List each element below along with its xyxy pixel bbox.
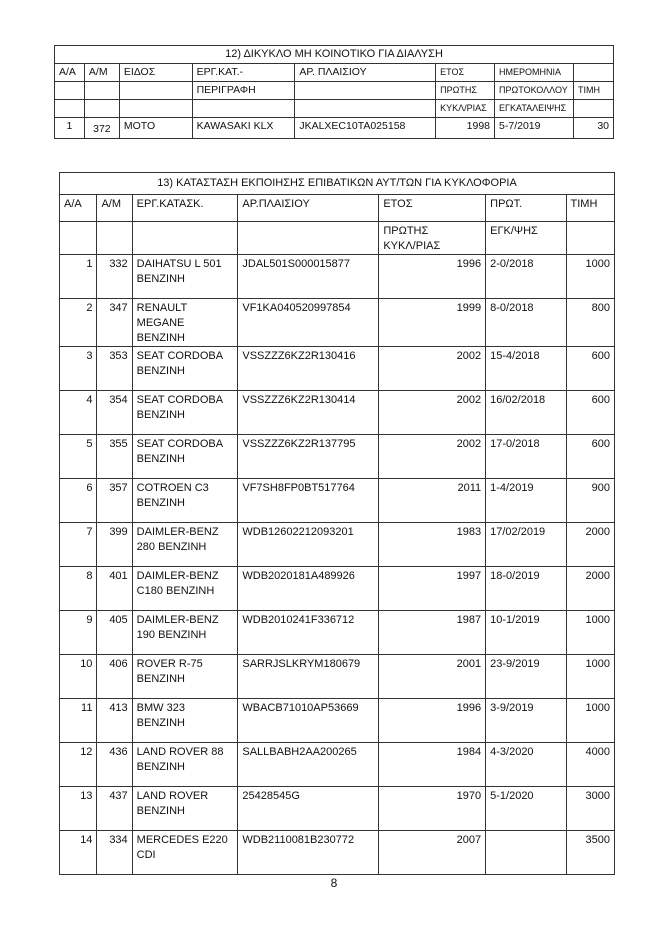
cell-aa: 11 <box>60 699 97 743</box>
cell-etos: 1987 <box>379 611 486 655</box>
cell-aa: 4 <box>60 391 97 435</box>
cell-plaisio: VSSZZZ6KZ2R137795 <box>238 435 379 479</box>
cell-timi: 3500 <box>566 831 615 875</box>
motorcycle-table <box>54 45 614 139</box>
header-erg: ΕΡΓ.ΚΑΤΑΣΚ. <box>132 195 238 222</box>
cell-etos: 1996 <box>379 255 486 299</box>
table-row <box>60 435 615 479</box>
cell-prot: 17-0/2018 <box>486 435 566 479</box>
cell-etos: 1970 <box>379 787 486 831</box>
cell-aa: 6 <box>60 479 97 523</box>
cell-prot: 18-0/2019 <box>486 567 566 611</box>
cell-timi: 1000 <box>566 655 615 699</box>
header-aa: Α/Α <box>55 64 85 82</box>
page-number: 8 <box>330 876 338 890</box>
header-am: Α/Μ <box>97 195 132 222</box>
cell-prot: 1-4/2019 <box>486 479 566 523</box>
table-row <box>60 787 615 831</box>
table-row <box>60 611 615 655</box>
cell-timi: 600 <box>566 391 615 435</box>
cell-am: 353 <box>97 347 132 391</box>
header-etos: ΕΤΟΣ <box>436 64 495 82</box>
cell-timi: 800 <box>566 299 615 347</box>
cell-prot: 15-4/2018 <box>486 347 566 391</box>
cell-erg: ROVER R-75 BENZINH <box>132 655 238 699</box>
cell-am: 413 <box>97 699 132 743</box>
cell-etos: 1997 <box>379 567 486 611</box>
cell-aa: 12 <box>60 743 97 787</box>
cell-erg: DAIMLER-BENZ 280 BENZINH <box>132 523 238 567</box>
table-title: 13) ΚΑΤΑΣΤΑΣΗ ΕΚΠΟΙΗΣΗΣ ΕΠΙΒΑΤΙΚΩΝ ΑΥΤ/ΤΩΝ ΓΙΑ ΚΥΚΛΟΦΟΡΙΑ <box>60 173 615 195</box>
cell-erg: LAND ROVER 88 BENZINH <box>132 743 238 787</box>
cell-prot: 16/02/2018 <box>486 391 566 435</box>
cell-aa: 10 <box>60 655 97 699</box>
cell-plaisio: WDB2020181A489926 <box>238 567 379 611</box>
cell-aa: 5 <box>60 435 97 479</box>
table-row <box>60 347 615 391</box>
header-prot: ΠΡΩΤ. <box>486 195 566 222</box>
cell-erg: SEAT CORDOBA BENZINH <box>132 347 238 391</box>
header-eidos: ΕΙΔΟΣ <box>119 64 192 82</box>
cell-timi: 900 <box>566 479 615 523</box>
cell-prot: 2-0/2018 <box>486 255 566 299</box>
cell-am: 355 <box>97 435 132 479</box>
passenger-cars-table <box>59 172 615 875</box>
cell-plaisio: JDAL501S000015877 <box>238 255 379 299</box>
cell-etos: 2002 <box>379 391 486 435</box>
cell-prot <box>486 831 566 875</box>
header-erg: ΕΡΓ.ΚΑΤ.- <box>192 64 295 82</box>
cell-plaisio: WDB2010241F336712 <box>238 611 379 655</box>
cell-timi: 600 <box>566 435 615 479</box>
header-empty <box>574 64 614 82</box>
cell-plaisio: WBACB71010AP53669 <box>238 699 379 743</box>
cell-timi: 2000 <box>566 523 615 567</box>
cell-etos: 1983 <box>379 523 486 567</box>
table-row <box>60 391 615 435</box>
table-title: 12) ΔΙΚΥΚΛΟ ΜΗ ΚΟΙΝΟΤΙΚΟ ΓΙΑ ΔΙΑΛΥΣΗ <box>55 46 614 64</box>
cell-prot: 10-1/2019 <box>486 611 566 655</box>
table-row <box>60 255 615 299</box>
cell-timi: 3000 <box>566 787 615 831</box>
header-am: Α/Μ <box>84 64 119 82</box>
cell-am: 332 <box>97 255 132 299</box>
header-imerominia: ΗΜΕΡΟΜΗΝΙΑ <box>495 64 574 82</box>
cell-am: 334 <box>97 831 132 875</box>
cell-timi: 1000 <box>566 611 615 655</box>
cell-am: 357 <box>97 479 132 523</box>
cell-erg: LAND ROVER BENZINH <box>132 787 238 831</box>
cell-erg: SEAT CORDOBA BENZINH <box>132 391 238 435</box>
cell-etos: 2002 <box>379 435 486 479</box>
header-timi: ΤΙΜΗ <box>566 195 615 222</box>
cell-aa: 7 <box>60 523 97 567</box>
header-perigrafi: ΠΕΡΙΓΡΑΦΗ <box>192 82 295 100</box>
cell-am: 401 <box>97 567 132 611</box>
cell-plaisio: 25428545G <box>238 787 379 831</box>
header-plaisio: ΑΡ. ΠΛΑΙΣΙΟΥ <box>295 64 436 82</box>
table-row <box>60 655 615 699</box>
table-row <box>60 567 615 611</box>
header-aa: Α/Α <box>60 195 97 222</box>
cell-etos: 2011 <box>379 479 486 523</box>
cell-aa: 13 <box>60 787 97 831</box>
header-kykl: ΚΥΚΛ/ΡΙΑΣ <box>436 100 495 118</box>
table-row <box>60 831 615 875</box>
cell-etos: 2007 <box>379 831 486 875</box>
header-protis-kykl: ΠΡΩΤΗΣ ΚΥΚΛ/ΡΙΑΣ <box>379 222 486 255</box>
cell-am: 406 <box>97 655 132 699</box>
cell-erg: SEAT CORDOBA BENZINH <box>132 435 238 479</box>
cell-plaisio: VF7SH8FP0BT517764 <box>238 479 379 523</box>
cell-plaisio: VF1KA040520997854 <box>238 299 379 347</box>
header-etos: ΕΤΟΣ <box>379 195 486 222</box>
cell-etos: 1999 <box>379 299 486 347</box>
cell-prot: 17/02/2019 <box>486 523 566 567</box>
table-row <box>60 299 615 347</box>
cell-timi: 600 <box>566 347 615 391</box>
cell-etos: 1996 <box>379 699 486 743</box>
cell-aa: 8 <box>60 567 97 611</box>
cell-timi: 2000 <box>566 567 615 611</box>
header-protis: ΠΡΩΤΗΣ <box>436 82 495 100</box>
table-row <box>60 479 615 523</box>
cell-etos: 1984 <box>379 743 486 787</box>
cell-aa: 9 <box>60 611 97 655</box>
cell-aa: 2 <box>60 299 97 347</box>
cell-prot: 3-9/2019 <box>486 699 566 743</box>
cell-timi: 1000 <box>566 255 615 299</box>
header-protokollou: ΠΡΩΤΟΚΟΛΛΟΥ <box>495 82 574 100</box>
cell-plaisio: VSSZZZ6KZ2R130414 <box>238 391 379 435</box>
cell-prot: 8-0/2018 <box>486 299 566 347</box>
cell-prot: 4-3/2020 <box>486 743 566 787</box>
cell-prot: 5-1/2020 <box>486 787 566 831</box>
cell-am: 437 <box>97 787 132 831</box>
header-timi: ΤΙΜΗ <box>574 82 614 100</box>
header-plaisio: ΑΡ.ΠΛΑΙΣΙΟΥ <box>238 195 379 222</box>
cell-plaisio: VSSZZZ6KZ2R130416 <box>238 347 379 391</box>
cell-etos: 2002 <box>379 347 486 391</box>
cell-plaisio: SARRJSLKRYM180679 <box>238 655 379 699</box>
header-egkat: ΕΓΚΑΤΑΛΕΙΨΗΣ <box>495 100 574 118</box>
cell-etos: 2001 <box>379 655 486 699</box>
cell-erg: RENAULT MEGANE BENZINH <box>132 299 238 347</box>
header-egk: ΕΓΚ/ΨΗΣ <box>486 222 566 255</box>
cell-plaisio: WDB12602212093201 <box>238 523 379 567</box>
cell-prot: 23-9/2019 <box>486 655 566 699</box>
cell-am: 436 <box>97 743 132 787</box>
cell-plaisio: WDB2110081B230772 <box>238 831 379 875</box>
cell-erg: BMW 323 BENZINH <box>132 699 238 743</box>
cell-am: 347 <box>97 299 132 347</box>
cell-erg: COTROEN C3 BENZINH <box>132 479 238 523</box>
cell-timi: 1000 <box>566 699 615 743</box>
cell-am: 399 <box>97 523 132 567</box>
cell-am: 354 <box>97 391 132 435</box>
cell-plaisio: SALLBABH2AA200265 <box>238 743 379 787</box>
table-row <box>60 743 615 787</box>
table-row: 1 372 ΜΟΤΟ KAWASAKI KLX JKALXEC10TA025158 1998 5-7/2019 30 <box>55 118 614 139</box>
cell-erg: MERCEDES E220 CDI <box>132 831 238 875</box>
cell-aa: 3 <box>60 347 97 391</box>
cell-aa: 14 <box>60 831 97 875</box>
table-row <box>60 699 615 743</box>
cell-erg: DAIMLER-BENZ 190 BENZINH <box>132 611 238 655</box>
cell-aa: 1 <box>60 255 97 299</box>
table-row <box>60 523 615 567</box>
cell-am: 405 <box>97 611 132 655</box>
cell-erg: DAIHATSU L 501 BENZINH <box>132 255 238 299</box>
cell-timi: 4000 <box>566 743 615 787</box>
cell-erg: DAIMLER-BENZ C180 BENZINH <box>132 567 238 611</box>
